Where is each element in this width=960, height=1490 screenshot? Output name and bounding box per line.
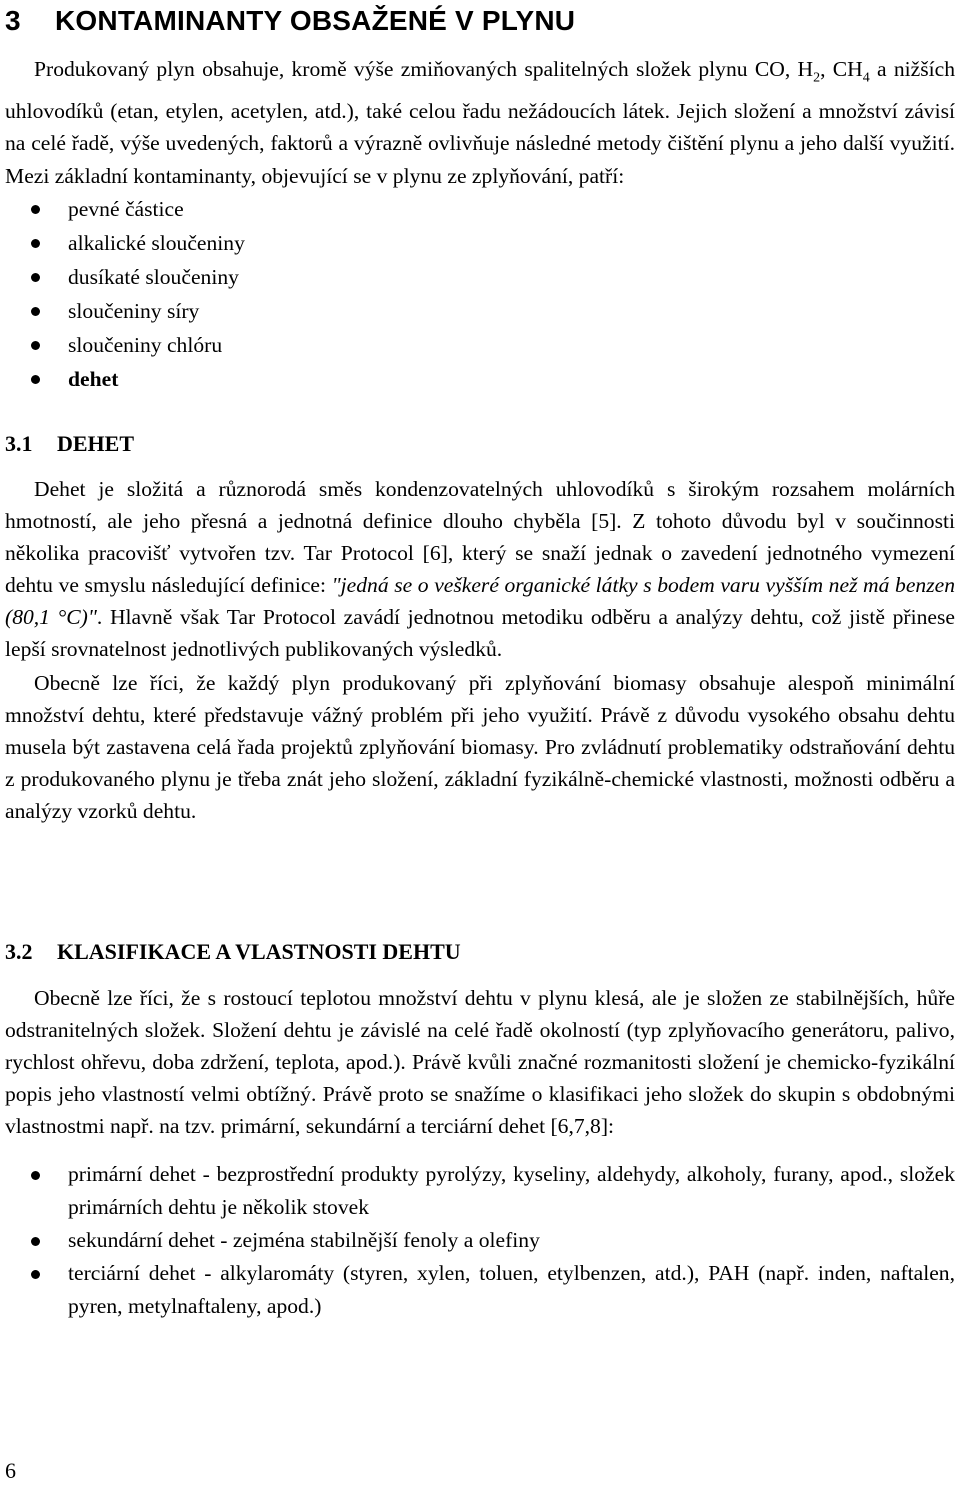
- section-3-1-body: [5, 473, 955, 827]
- section-title: KLASIFIKACE A VLASTNOSTI DEHTU: [57, 939, 461, 964]
- tar-definition-paragraph: [5, 473, 955, 665]
- section-heading-3-2: [5, 936, 955, 968]
- section-title: DEHET: [57, 431, 135, 456]
- subscript-4: 4: [862, 70, 870, 86]
- section-number: 3.1: [5, 431, 33, 456]
- page-number: 6: [5, 1458, 16, 1483]
- list-item: primární dehet - bezprostřední produkty pyrolýzy, kyseliny, aldehydy, alkoholy, furany, apod., složek primárních dehtu je několik stovek: [5, 1158, 955, 1224]
- tar-definition-quote: "jedná se o veškeré organické látky s bodem varu vyšším než má benzen (80,1 °C)": [5, 573, 956, 629]
- intro-paragraph: [5, 53, 955, 192]
- list-item: sloučeniny chlóru: [5, 328, 955, 362]
- tar-class-list: [5, 1158, 955, 1323]
- list-item: terciární dehet - alkylaromáty (styren, xylen, toluen, etylbenzen, atd.), PAH (např. inden, naftalen, pyren, metylnaftaleny, apod.): [5, 1257, 955, 1323]
- tar-problem-paragraph: Obecně lze říci, že každý plyn produkovaný při zplyňování biomasy obsahuje alespoň minimální množství dehtu, které představuje vážný problém při jeho využití. Právě z důvodu vysokého obsahu dehtu musela být zastavena celá řada projektů zplyňování biomasy. Pro zvládnutí problematiky odstraňování dehtu z produkovaného plynu je třeba znát jeho složení, základní fyzikálně-chemické vlastnosti, možnosti odběru a analýzy vzorků dehtu.: [5, 671, 955, 823]
- section-3-2-body: [5, 982, 955, 1323]
- intro-text-1: Produkovaný plyn obsahuje, kromě výše zmiňovaných spalitelných složek plynu CO, H: [34, 57, 814, 81]
- list-item: sekundární dehet - zejména stabilnější fenoly a olefiny: [5, 1224, 955, 1257]
- list-item: alkalické sloučeniny: [5, 226, 955, 260]
- intro-text-2: , CH: [820, 57, 863, 81]
- subscript-2: 2: [813, 70, 821, 86]
- section-heading-3-1: [5, 428, 955, 460]
- section-number: 3.2: [5, 939, 33, 964]
- paragraph-text: . Hlavně však Tar Protocol zavádí jednotnou metodiku odběru a analýzy dehtu, což jistě přinese lepší srovnatelnost jednotlivých publikovaných výsledků.: [5, 605, 955, 661]
- list-item: sloučeniny síry: [5, 294, 955, 328]
- list-item: dehet: [5, 362, 955, 396]
- contaminant-list: [5, 192, 955, 396]
- classification-paragraph: Obecně lze říci, že s rostoucí teplotou množství dehtu v plynu klesá, ale je složen ze stabilnějších, hůře odstranitelných složek. Složení dehtu je závislé na celé řadě okolností (typ zplyňovacího generátoru, palivo, rychlost ohřevu, doba zdržení, teplota, apod.). Právě kvůli značné rozmanitosti složení je chemicko-fyzikální popis jeho vlastností velmi obtížný. Právě proto se snažíme o klasifikaci jeho složek do skupin s obdobnými vlastnostmi např. na tzv. primární, sekundární a terciární dehet [6,7,8]:: [5, 986, 955, 1138]
- chapter-title: KONTAMINANTY OBSAŽENÉ V PLYNU: [55, 5, 576, 36]
- paragraph-text: Dehet je složitá a různorodá směs kondenzovatelných uhlovodíků s širokým rozsahem molárních hmotností, ale jeho přesná a jednotná definice dlouho chyběla [5]. Z tohoto důvodu byl v součinnosti několika pracovišť vytvořen tzv. Tar Protocol [6], který se snaží jednak o zavedení jednotného vymezení dehtu ve smyslu následující definice:: [5, 477, 955, 597]
- list-item: pevné částice: [5, 192, 955, 226]
- intro-text-3: a nižších uhlovodíků (etan, etylen, acetylen, atd.), také celou řadu nežádoucích látek. Jejich složení a množství závisí na celé řadě, výše uvedených, faktorů a výrazně ovlivňuje následné metody čištění plynu a jeho další využití. Mezi základní kontaminanty, objevující se v plynu ze zplyňování, patří:: [5, 57, 956, 188]
- chapter-heading: [5, 2, 575, 40]
- list-item: dusíkaté sloučeniny: [5, 260, 955, 294]
- chapter-number: 3: [5, 5, 21, 36]
- intro-block: [5, 53, 955, 396]
